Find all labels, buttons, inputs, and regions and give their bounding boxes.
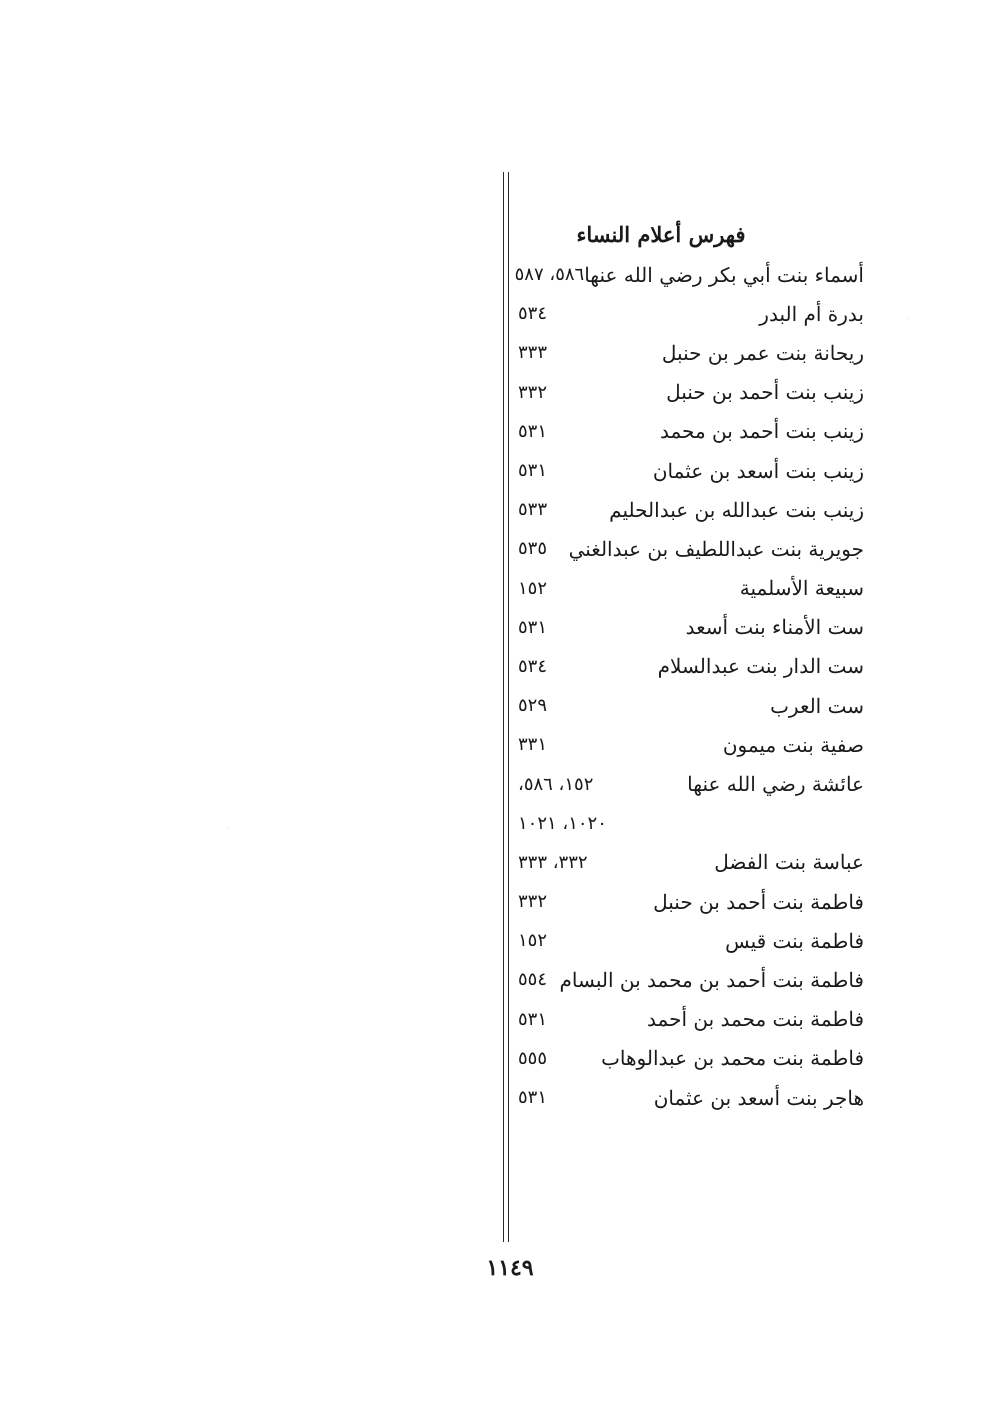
entry-pages: ١٥٢ <box>518 577 548 599</box>
entry-pages: ٣٣٢، ٣٣٣ <box>518 851 588 873</box>
entry-name: زينب بنت عبدالله بن عبدالحليم <box>609 497 864 522</box>
entry-pages: ٥٣١ <box>518 420 548 442</box>
index-entry <box>518 412 864 451</box>
entry-name: ست الأمناء بنت أسعد <box>685 615 864 640</box>
index-entry <box>518 804 864 843</box>
index-entry <box>518 1000 864 1039</box>
entry-name: ست الدار بنت عبدالسلام <box>657 654 864 679</box>
entry-pages: ٥٨٦، ٥٨٧ <box>514 264 585 286</box>
index-entry <box>518 843 864 882</box>
entry-name: عباسة بنت الفضل <box>714 850 864 875</box>
entry-name: أسماء بنت أبي بكر رضي الله عنها <box>584 262 864 287</box>
index-entry <box>518 608 864 647</box>
index-entry <box>518 921 864 960</box>
entry-pages: ٥٣١ <box>518 616 548 638</box>
index-entry <box>518 686 864 725</box>
entry-pages: ٥٢٩ <box>518 695 548 717</box>
entry-name: ست العرب <box>770 693 864 718</box>
index-entry <box>518 529 864 568</box>
entry-name: فاطمة بنت محمد بن أحمد <box>647 1007 864 1032</box>
index-entry <box>518 882 864 921</box>
entry-name: سبيعة الأسلمية <box>739 576 864 601</box>
entry-name: فاطمة بنت أحمد بن حنبل <box>653 889 864 914</box>
entry-name: فاطمة بنت أحمد بن محمد بن البسام <box>559 967 864 992</box>
index-entry <box>518 451 864 490</box>
paper-speck <box>228 828 229 829</box>
page-number: ١١٤٩ <box>486 1255 534 1281</box>
entry-name: جويرية بنت عبداللطيف بن عبدالغني <box>568 536 864 561</box>
index-entry <box>514 255 864 294</box>
index-entry <box>518 569 864 608</box>
index-entry <box>518 373 864 412</box>
entry-pages: ٣٣١ <box>518 734 548 756</box>
paper-speck <box>908 318 909 319</box>
entry-name: زينب بنت أحمد بن حنبل <box>666 380 864 405</box>
womens-names-index <box>514 215 864 1117</box>
margin-rule-right <box>508 172 509 1242</box>
index-entry <box>518 1039 864 1078</box>
entry-pages: ٣٣٢ <box>518 891 548 913</box>
entry-name: زينب بنت أحمد بن محمد <box>659 419 864 444</box>
entry-name: صفية بنت ميمون <box>722 732 864 757</box>
entry-pages: ١٥٢، ٥٨٦، <box>518 773 594 795</box>
entry-name: زينب بنت أسعد بن عثمان <box>652 458 864 483</box>
entry-pages: ٥٣٤ <box>518 655 548 677</box>
entry-name: فاطمة بنت قيس <box>725 928 864 953</box>
index-entry <box>518 725 864 764</box>
entry-pages: ٣٣٣ <box>518 342 548 364</box>
index-entries <box>514 255 864 1117</box>
entry-pages: ٥٥٤ <box>518 969 548 991</box>
entry-pages: ٥٥٥ <box>518 1047 548 1069</box>
entry-name: عائشة رضي الله عنها <box>687 772 864 797</box>
entry-pages: ٥٣١ <box>518 1087 548 1109</box>
margin-rule-left <box>503 172 504 1242</box>
index-entry <box>518 490 864 529</box>
entry-pages: ١٥٢ <box>518 930 548 952</box>
entry-pages: ١٠٢٠، ١٠٢١ <box>518 812 607 834</box>
entry-pages: ٥٣٤ <box>518 303 548 325</box>
entry-pages: ٥٣٥ <box>518 538 548 560</box>
index-entry <box>518 764 864 803</box>
index-entry <box>518 294 864 333</box>
entry-pages: ٥٣١ <box>518 460 548 482</box>
index-entry <box>518 1078 864 1117</box>
entry-name: ريحانة بنت عمر بن حنبل <box>661 340 864 365</box>
index-entry <box>518 333 864 372</box>
entry-pages: ٥٣٣ <box>518 499 548 521</box>
index-title: فهرس أعلام النساء <box>576 222 746 247</box>
entry-name: هاجر بنت أسعد بن عثمان <box>653 1085 864 1110</box>
entry-name: بدرة أم البدر <box>759 301 864 326</box>
entry-name: فاطمة بنت محمد بن عبدالوهاب <box>601 1046 864 1071</box>
index-entry <box>518 960 864 999</box>
entry-pages: ٣٣٢ <box>518 381 548 403</box>
index-entry <box>518 647 864 686</box>
entry-pages: ٥٣١ <box>518 1008 548 1030</box>
